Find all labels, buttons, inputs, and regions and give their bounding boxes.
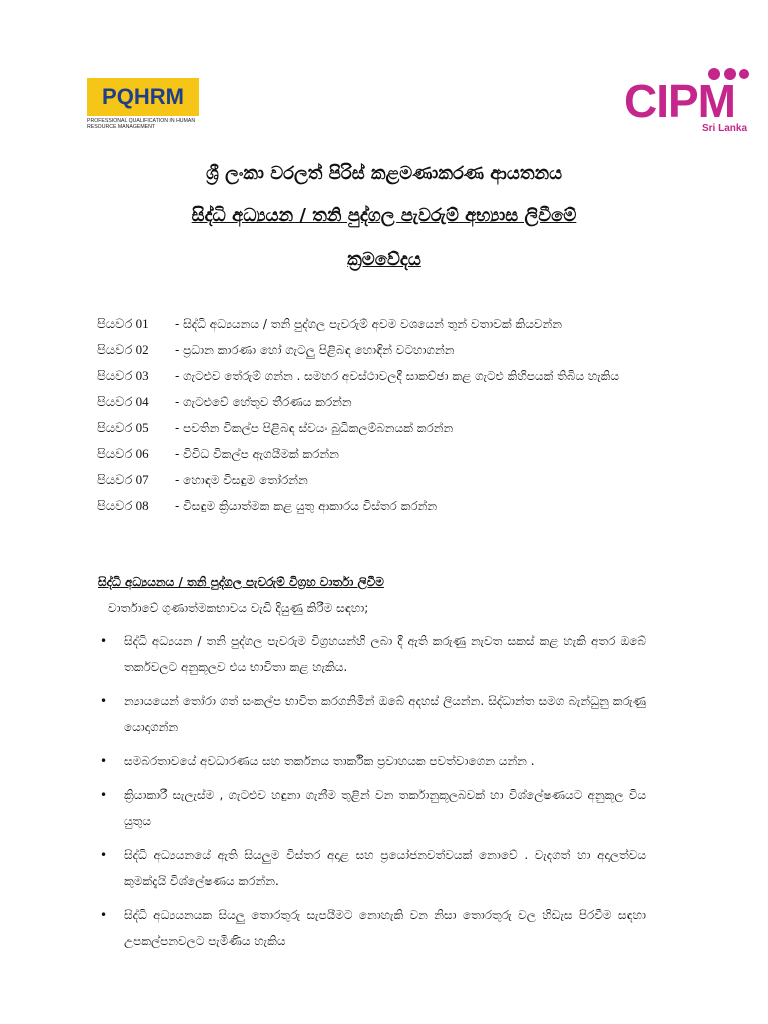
step-text: - ගැටළුවේ හේතුව තීරණය කරන්න: [175, 395, 352, 409]
bullet-icon: •: [100, 634, 108, 648]
step-label: පියවර 02: [97, 342, 149, 357]
cipm-logo-mark: CIPM: [624, 75, 735, 127]
bullet-text: න්‍යායයෙන් තෝරා ගත් සංකල්ප භාවිත කරගනිමින් ඔබේ අදහස් ලියන්න. සිද්ධාන්ත සමග බැන්ධුනු කරුණු යොදාගන්න: [124, 694, 646, 734]
bullet-text: සිද්ධි අධ්‍යයනයේ ඇති සියලුම විස්තර අදාළ සහ ප්‍රයෝජනවත්වයක් නොවේ . වැදගත් හා අදාලත්වය කුමක්දැයි විශ්ලේෂණය කරන්න.: [124, 848, 646, 888]
step-label: පියවර 01: [97, 316, 149, 331]
bullet-icon: •: [100, 694, 108, 708]
bullet-text: සිද්ධි අධ්‍යයන / තනි පුද්ගල පැවරුම විග්‍රහයන්හි ලබා දී ඇති කරුණු නැවත සකස් කළ හැකි අතර ඔබේ තර්කවලට අනුකූලව එය භාවිතා කළ හැකිය.: [124, 634, 646, 674]
step-text: - ගැටළුව තේරුම් ගන්න . සමහර අවස්ථාවලදී සාකච්ඡා කළ ගැටළු කිහිපයක් තිබිය හැකිය: [175, 369, 620, 383]
step-item: [97, 441, 655, 467]
section-intro: වාර්තාවේ ගුණාත්මකභාවය වැඩි දියුණු කිරීම සඳහා;: [108, 601, 369, 615]
step-item: [97, 363, 655, 389]
step-label: පියවර 08: [97, 498, 149, 513]
steps-list: [97, 311, 655, 519]
bullet-icon: •: [100, 848, 108, 862]
bullet-text: ක්‍රියාකාරී සැලැස්ම , ගැටළුව හඳුනා ගැනීම තුළින් වන තර්කානුකූලබවක් හා විශ්ලේෂණයට අනුකූල විය යුතුය: [124, 788, 646, 828]
step-text: - පවතින විකල්ප පිළිබඳ ස්වයං බුධිකලම්බනයක් කරන්න: [175, 421, 454, 435]
pqhrm-logo-subtitle: PROFESSIONAL QUALIFICATION IN HUMAN RESOURCE MANAGEMENT: [87, 118, 196, 130]
institute-title: ශ්‍රී ලංකා වරලත් පිරිස් කළමණාකරණ ආයතනය: [205, 163, 563, 184]
bullet-icon: •: [100, 754, 108, 768]
step-item: [97, 415, 655, 441]
cipm-logo-subtitle: Sri Lanka: [702, 123, 748, 134]
pqhrm-logo-mark: PQHRM: [87, 78, 199, 116]
step-text: - ප්‍රධාන කාරණා හෝ ගැටලු පිළිබඳ හොඳින් වටහාගන්න: [175, 343, 455, 357]
bullet-icon: •: [100, 788, 108, 802]
bullet-text: සමබරතාවයේ අවධාරණය සහ තර්කනය තාර්කික ප්‍රවාහයක පවත්වාගෙන යන්න .: [124, 754, 535, 768]
pqhrm-logo: [87, 78, 201, 130]
step-text: - විසඳුම ක්‍රියාත්මක කළ යුතු ආකාරය විස්තර කරන්න: [175, 499, 438, 513]
section-heading: සිද්ධි අධ්‍යයනය / තනි පුද්ගල පැවරුම් විග්‍රහ වාර්තා ලිවීම: [98, 575, 384, 589]
list-item: [100, 782, 646, 834]
list-item: [100, 748, 646, 774]
bullet-text: සිද්ධි අධ්‍යයනයක සියලු තොරතුරු සැපයීමට නොහැකි වන නිසා තොරතුරු වල හිඩැස පිරවීම සඳහා උපකල්පනවලට පැමිණිය හැකිය: [124, 908, 646, 948]
step-item: [97, 389, 655, 415]
step-item: [97, 493, 655, 519]
list-item: [100, 628, 646, 680]
step-item: [97, 467, 655, 493]
step-text: - හොඳම විසඳුම තෝරන්න: [175, 473, 308, 487]
list-item: [100, 842, 646, 894]
step-label: පියවර 03: [97, 368, 149, 383]
document-title-line1: සිද්ධි අධ්‍යයන / තනි පුද්ගල පැවරුම් අභ්‍යාස ලිවීමේ: [191, 205, 577, 226]
bullet-icon: •: [100, 908, 108, 922]
document-title-line2: ක්‍රමවේදය: [347, 249, 421, 270]
bullet-list: [100, 628, 646, 962]
step-text: - විවිධ විකල්ප ඇගයීමක් කරන්න: [175, 447, 339, 461]
list-item: [100, 688, 646, 740]
list-item: [100, 902, 646, 954]
step-text: - සිද්ධි අධ්‍යයනය / තනි පුද්ගල පැවරුම් අවම වශයෙන් තුන් වතාවක් කියවන්න: [175, 317, 562, 331]
cipm-logo: [624, 66, 748, 136]
step-label: පියවර 07: [97, 472, 149, 487]
step-label: පියවර 05: [97, 420, 149, 435]
step-label: පියවර 04: [97, 394, 149, 409]
step-label: පියවර 06: [97, 446, 149, 461]
step-item: [97, 337, 655, 363]
step-item: [97, 311, 655, 337]
